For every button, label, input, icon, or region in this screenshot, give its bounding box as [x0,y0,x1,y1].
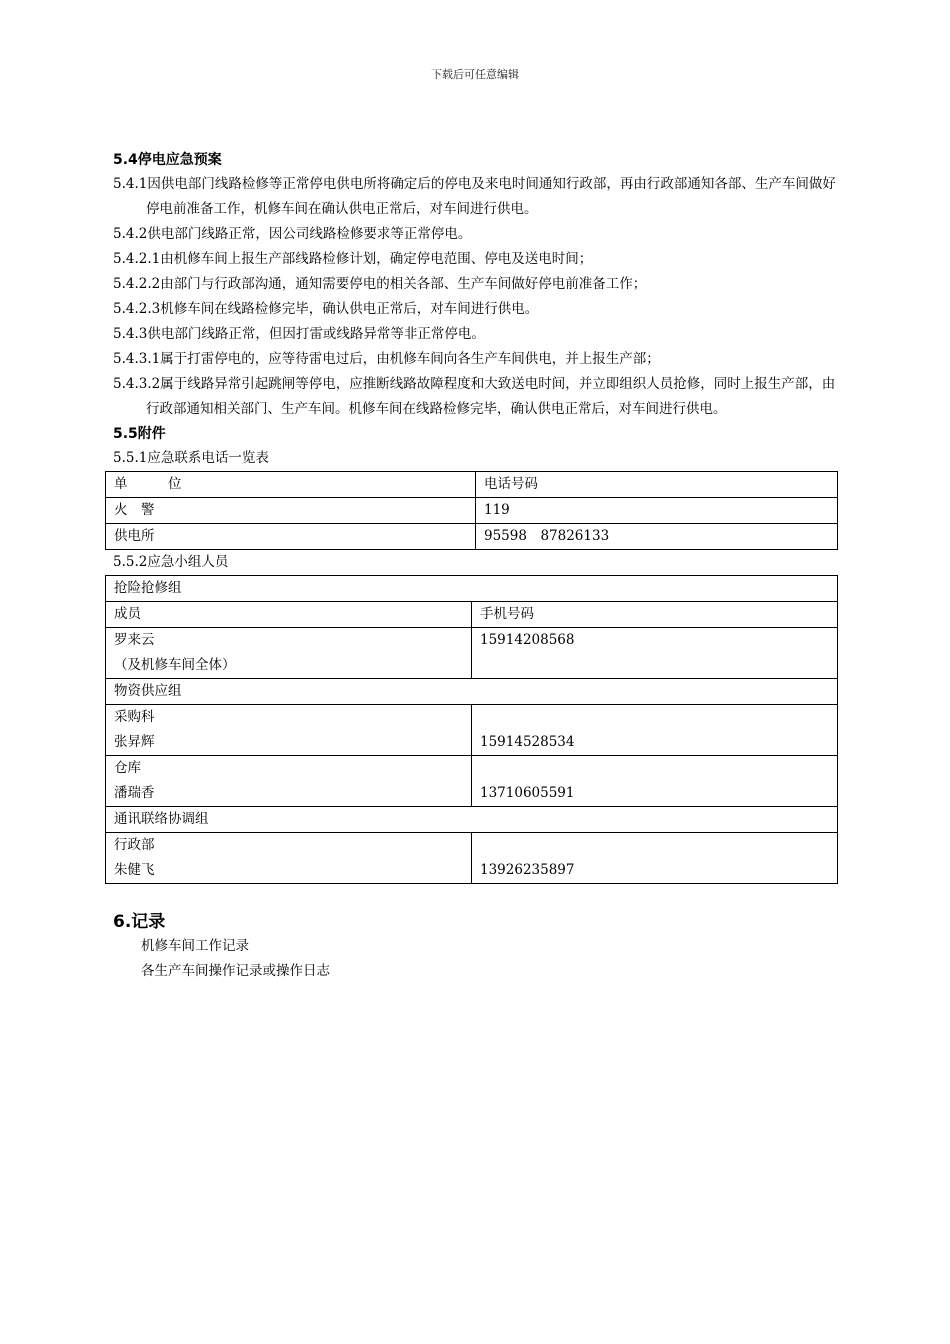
header-member: 成员 [106,602,472,628]
table-2-caption: 5.5.2应急小组人员 [113,554,229,570]
table-row [106,756,838,807]
table-row [106,628,838,679]
table-header-row [106,602,838,628]
member-dept: 行政部 [114,837,155,853]
member-name: 张昇辉 [114,734,155,750]
table-1-caption: 5.5.1应急联系电话一览表 [113,450,269,466]
header-unit: 单 位 [106,472,476,498]
cell-member [106,833,472,884]
record-item: 机修车间工作记录 [141,938,249,954]
cell-mobile: 15914208568 [472,628,838,679]
group-row [106,679,838,705]
cell-phone: 95598 87826133 [476,524,838,550]
document-body [113,148,848,984]
emergency-team-table [105,575,838,884]
paragraph-5-4-2-1: 5.4.2.1由机修车间上报生产部线路检修计划，确定停电范围、停电及送电时间； [113,251,593,267]
cell-unit: 供电所 [106,524,476,550]
cell-phone: 119 [476,498,838,524]
group-row [106,576,838,602]
table-header-row [106,472,838,498]
page-header: 下载后可任意编辑 [431,68,519,81]
table-row [106,705,838,756]
group-row [106,807,838,833]
member-note: （及机修车间全体） [114,657,236,673]
table-row [106,833,838,884]
header-phone: 电话号码 [476,472,838,498]
cell-mobile: 13926235897 [472,833,838,884]
group-supply: 物资供应组 [106,679,838,705]
cell-member [106,756,472,807]
member-dept: 采购科 [114,709,155,725]
paragraph-5-4-2: 5.4.2供电部门线路正常，因公司线路检修要求等正常停电。 [113,226,472,242]
cell-mobile: 15914528534 [472,705,838,756]
cell-mobile: 13710605591 [472,756,838,807]
group-rescue: 抢险抢修组 [106,576,838,602]
cell-unit: 火 警 [106,498,476,524]
section-5-4-title: 5.4停电应急预案 [113,152,222,168]
member-name: 潘瑞香 [114,785,155,801]
table-row [106,524,838,550]
paragraph-5-4-3-2: 5.4.3.2属于线路异常引起跳闸等停电，应推断线路故障程度和大致送电时间，并立即组织人员抢修，同时上报生产部，由行政部通知相关部门、生产车间。机修车间在线路检修完毕，确认供电正常后，对车间进行供电。 [113,376,836,417]
group-communication: 通讯联络协调组 [106,807,838,833]
section-5-5-title: 5.5附件 [113,426,166,442]
member-dept: 仓库 [114,760,141,776]
cell-member [106,705,472,756]
member-name: 朱健飞 [114,862,155,878]
paragraph-5-4-3-1: 5.4.3.1属于打雷停电的，应等待雷电过后，由机修车间向各生产车间供电，并上报生产部； [113,351,660,367]
paragraph-5-4-3: 5.4.3供电部门线路正常，但因打雷或线路异常等非正常停电。 [113,326,485,342]
table-row [106,498,838,524]
paragraph-5-4-2-3: 5.4.2.3机修车间在线路检修完毕，确认供电正常后，对车间进行供电。 [113,301,539,317]
record-item: 各生产车间操作记录或操作日志 [141,963,330,979]
paragraph-5-4-2-2: 5.4.2.2由部门与行政部沟通，通知需要停电的相关各部、生产车间做好停电前准备工作； [113,276,647,292]
paragraph-5-4-1: 5.4.1因供电部门线路检修等正常停电供电所将确定后的停电及来电时间通知行政部，再由行政部通知各部、生产车间做好停电前准备工作，机修车间在确认供电正常后，对车间进行供电。 [113,176,836,217]
header-mobile: 手机号码 [472,602,838,628]
section-6-title: 6.记录 [113,912,166,932]
cell-member [106,628,472,679]
emergency-contacts-table [105,471,838,550]
member-name: 罗来云 [114,632,155,648]
